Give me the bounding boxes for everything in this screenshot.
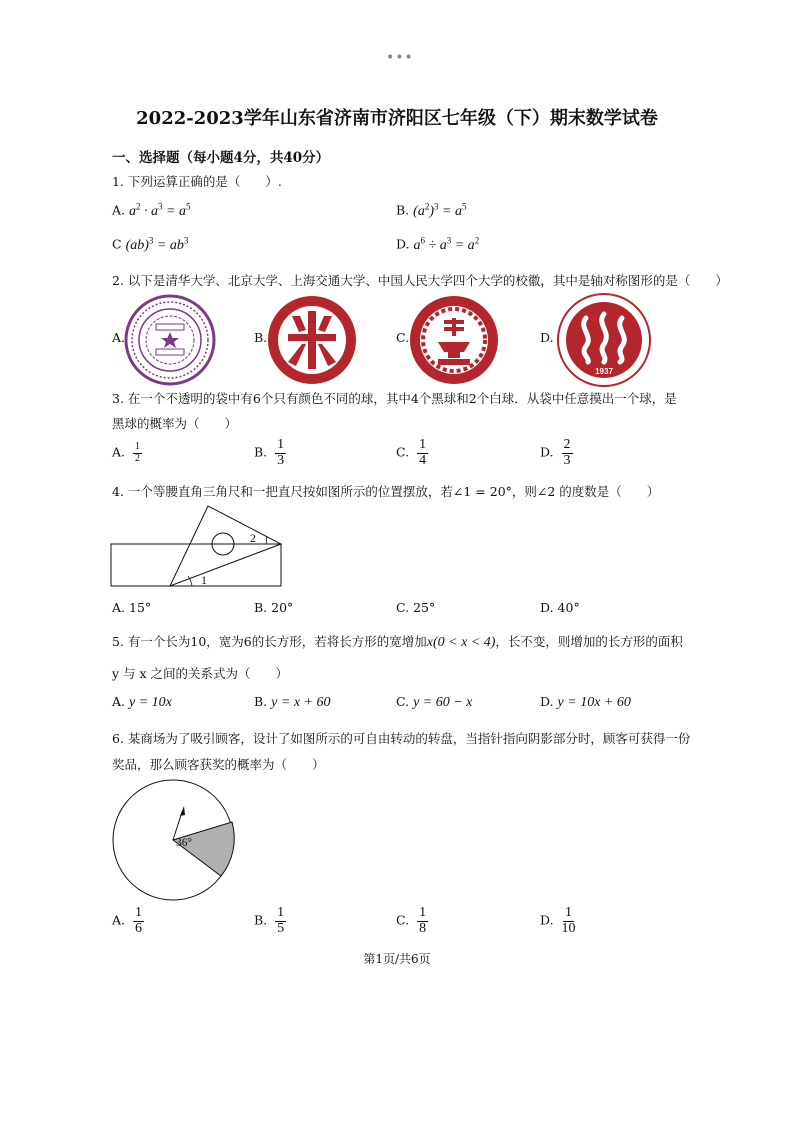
denominator: 5	[277, 920, 285, 936]
page-title: 2022-2023学年山东省济南市济阳区七年级（下）期末数学试卷	[136, 108, 658, 129]
q4-option-c[interactable]	[396, 600, 435, 615]
numerator: 1	[135, 905, 142, 920]
fraction	[562, 906, 576, 936]
option-label: A.	[112, 444, 126, 460]
math: = a	[451, 237, 475, 253]
peking-badge-icon	[266, 294, 358, 386]
q2-option-c-label[interactable]: C.	[396, 330, 410, 345]
angle-2-label: 2	[250, 531, 256, 545]
math: = ab	[153, 237, 184, 253]
option-value: y = x + 60	[271, 695, 331, 710]
exp: 3	[158, 201, 163, 211]
fraction	[275, 438, 286, 468]
exp: 3	[446, 235, 452, 245]
q3-option-a[interactable]	[112, 442, 142, 464]
option-label: C.	[396, 600, 410, 615]
question-2-stem: 2. 以下是清华大学、北京大学、上海交通大学、中国人民大学四个大学的校徽，其中是轴对称图形的是（ ）	[112, 273, 728, 288]
math: ·	[140, 203, 151, 219]
numerator: 1	[565, 905, 573, 920]
numerator: 1	[419, 905, 427, 920]
option-value: 15°	[129, 600, 152, 615]
stem-text: 5. 有一个长为10，宽为6的长方形，若将长方形的宽增加	[112, 634, 427, 649]
option-value: 40°	[557, 600, 580, 615]
question-6-stem-line1: 6. 某商场为了吸引顾客，设计了如图所示的可自由转动的转盘，当指针指向阴影部分时，顾客可获得一份	[112, 731, 691, 746]
option-label: C	[112, 236, 122, 252]
tsinghua-badge-icon	[124, 294, 216, 386]
option-label: A.	[112, 202, 126, 218]
option-label: B.	[254, 912, 268, 928]
numerator: 1	[277, 905, 285, 920]
q1-option-a[interactable]	[112, 201, 190, 220]
q5-option-b[interactable]	[254, 694, 330, 711]
denominator: 4	[419, 452, 427, 468]
math: )	[429, 203, 434, 219]
q6-option-d[interactable]	[540, 906, 576, 936]
option-label: A.	[112, 912, 126, 928]
triangle-ruler-figure	[108, 502, 288, 592]
option-label: C.	[396, 694, 410, 709]
math: ÷ a	[425, 237, 447, 253]
math: a	[151, 203, 158, 219]
option-label: C.	[396, 444, 410, 460]
fraction	[275, 906, 286, 936]
option-label: B.	[254, 444, 268, 460]
q3-option-b[interactable]	[254, 438, 286, 468]
option-value: y = 10x	[129, 695, 172, 710]
q1-option-d[interactable]	[396, 235, 479, 254]
q4-option-d[interactable]	[540, 600, 580, 615]
q5-option-a[interactable]	[112, 694, 172, 711]
q6-option-a[interactable]	[112, 906, 144, 936]
q3-option-c[interactable]	[396, 438, 428, 468]
option-label: D.	[540, 600, 554, 615]
option-label: D.	[540, 444, 554, 460]
math: (ab)	[125, 237, 149, 253]
exp: 6	[420, 235, 426, 245]
stem-text: ，长不变，则增加的长方形的面积	[495, 634, 683, 649]
q5-option-d[interactable]	[540, 694, 631, 711]
math: a	[413, 237, 421, 253]
fraction	[417, 438, 428, 468]
option-value: 20°	[271, 600, 294, 615]
option-label: B.	[254, 694, 268, 709]
denominator: 6	[135, 920, 142, 936]
section-heading: 一、选择题（每小题4分，共40分）	[112, 150, 330, 166]
exp: 3	[434, 201, 439, 211]
math: x(0 < x < 4)	[426, 635, 496, 650]
math: a	[129, 203, 136, 219]
fraction	[133, 442, 142, 464]
option-label: B.	[396, 202, 410, 218]
numerator: 1	[135, 441, 140, 452]
option-label: B.	[254, 600, 268, 615]
question-1-stem: 1. 下列运算正确的是（ ）.	[112, 174, 282, 189]
angle-1-label: 1	[201, 573, 207, 587]
q2-option-d-label[interactable]: D.	[540, 330, 554, 345]
numerator: 2	[563, 437, 571, 452]
math: = a	[162, 203, 186, 219]
q1-option-b[interactable]	[396, 201, 466, 220]
question-5-stem-line2: y 与 x 之间的关系式为（ ）	[112, 666, 289, 681]
question-3-stem-line1: 3. 在一个不透明的袋中有6个只有颜色不同的球，其中4个黑球和2个白球．从袋中任意摸出一个球，是	[112, 391, 677, 406]
badge-year: 1937	[595, 367, 613, 376]
denominator: 2	[135, 452, 140, 464]
option-label: D.	[540, 912, 554, 928]
denominator: 8	[419, 920, 427, 936]
q2-option-b-label[interactable]: B.	[254, 330, 268, 345]
q4-option-a[interactable]	[112, 600, 151, 615]
option-label: A.	[112, 694, 126, 709]
exp: 2	[474, 235, 480, 245]
option-value: y = 60 − x	[413, 695, 473, 710]
sector-angle-label: 36°	[176, 837, 193, 849]
option-label: A.	[112, 600, 126, 615]
exp: 2	[136, 201, 141, 211]
fraction	[417, 906, 428, 936]
denominator: 3	[563, 452, 571, 468]
sjtu-badge-icon	[408, 294, 500, 386]
math: (a	[413, 203, 425, 219]
exp: 3	[183, 235, 189, 245]
renmin-badge-icon	[556, 292, 652, 388]
fraction	[562, 438, 573, 468]
q6-option-b[interactable]	[254, 906, 286, 936]
question-4-stem: 4. 一个等腰直角三角尺和一把直尺按如图所示的位置摆放，若∠1 = 20°，则∠2 的度数是（ ）	[112, 484, 660, 499]
question-3-stem-line2: 黑球的概率为（ ）	[112, 416, 238, 431]
option-value: y = 10x + 60	[557, 695, 631, 710]
option-value: 25°	[413, 600, 436, 615]
option-label: D.	[540, 694, 554, 709]
q5-option-c[interactable]	[396, 694, 472, 711]
exp: 5	[185, 201, 191, 211]
fraction	[133, 906, 144, 936]
q2-option-a-label[interactable]: A.	[112, 330, 126, 345]
q4-option-b[interactable]	[254, 600, 293, 615]
denominator: 10	[561, 920, 576, 936]
page-footer: 第1页/共6页	[363, 952, 431, 966]
denominator: 3	[277, 452, 285, 468]
exp: 2	[424, 201, 430, 211]
spinner-figure	[108, 778, 238, 902]
math: = a	[438, 203, 462, 219]
option-label: C.	[396, 912, 410, 928]
question-6-stem-line2: 奖品，那么顾客获奖的概率为（ ）	[112, 757, 325, 772]
numerator: 1	[419, 437, 427, 452]
option-label: D.	[396, 236, 410, 252]
page-indicator: •••	[386, 50, 414, 66]
question-5-stem-line1	[112, 632, 683, 651]
exp: 5	[461, 201, 467, 211]
exp: 3	[148, 235, 154, 245]
q3-option-d[interactable]	[540, 438, 573, 468]
numerator: 1	[277, 437, 285, 452]
q6-option-c[interactable]	[396, 906, 428, 936]
q1-option-c[interactable]	[112, 235, 188, 254]
